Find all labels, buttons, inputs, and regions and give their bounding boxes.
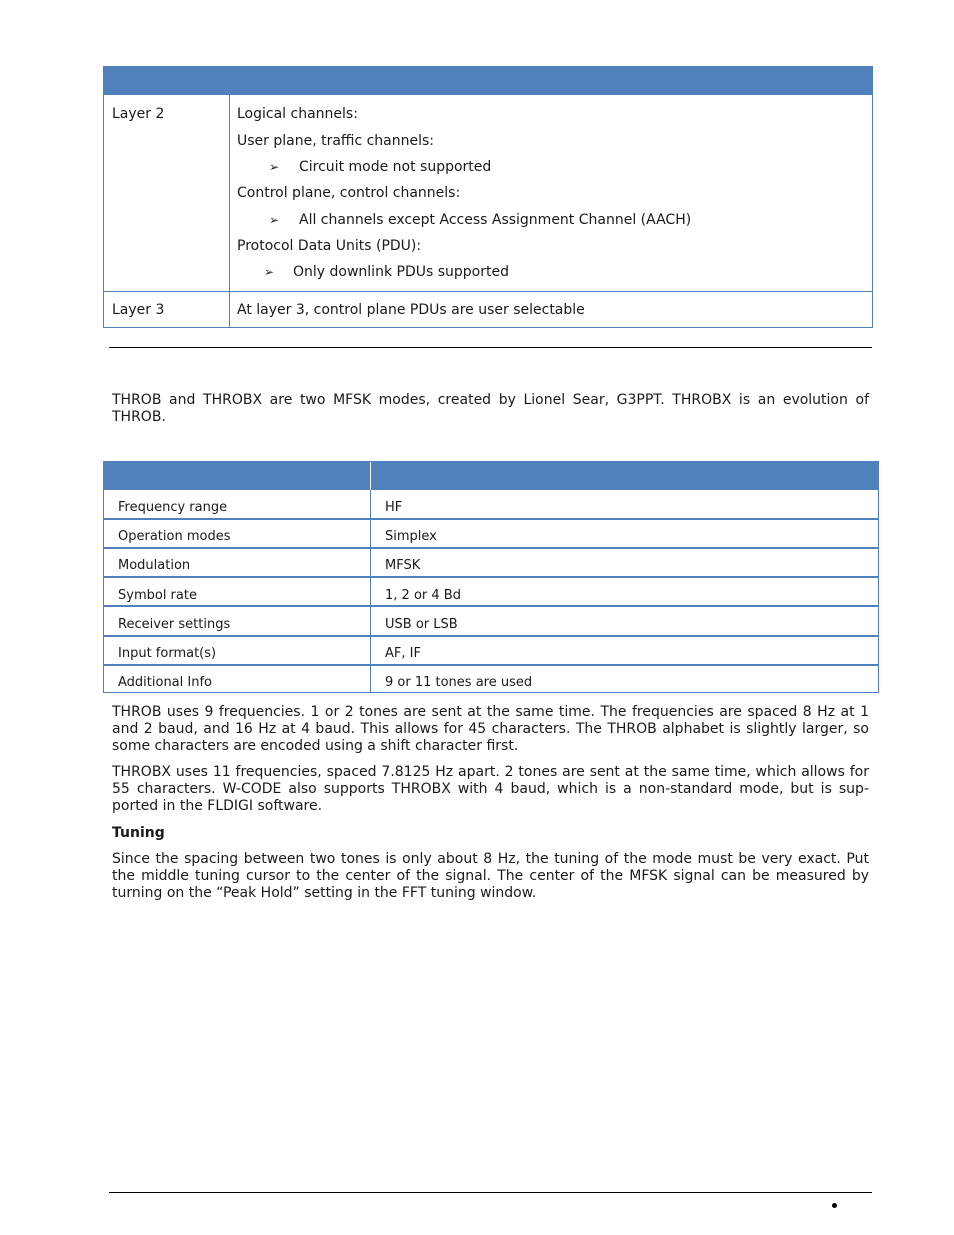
spec-value: HF	[385, 500, 403, 515]
spec-value: AF, IF	[385, 646, 421, 661]
intro-paragraph: THROB and THROBX are two MFSK modes, created by Lionel Sear, G3PPT. THROBX is an evolution of THROB.	[112, 392, 869, 425]
layer-3-text: At layer 3, control plane PDUs are user selectable	[237, 302, 585, 318]
arrow-bullet-icon: ➢	[269, 213, 280, 227]
spec-param: Receiver settings	[118, 617, 231, 632]
layer-3-label: Layer 3	[112, 302, 165, 318]
layer-2-line: Control plane, control channels:	[237, 185, 461, 201]
layer-2-bullet-item: Circuit mode not supported	[299, 159, 492, 175]
spec-table-row-divider	[104, 605, 878, 607]
spec-param: Input format(s)	[118, 646, 217, 661]
spec-table-header	[104, 462, 878, 490]
spec-table-row-divider	[104, 664, 878, 666]
layer-table-column-divider	[229, 95, 230, 327]
spec-value: 1, 2 or 4 Bd	[385, 588, 461, 603]
spec-table	[103, 461, 879, 693]
tuning-heading: Tuning	[112, 825, 165, 841]
spec-value: 9 or 11 tones are used	[385, 675, 533, 690]
spec-table-row-divider	[104, 635, 878, 637]
spec-param: Frequency range	[118, 500, 228, 515]
spec-param: Modulation	[118, 558, 191, 573]
spec-param: Operation modes	[118, 529, 231, 544]
spec-table-row-divider	[104, 518, 878, 520]
layer-2-label: Layer 2	[112, 106, 165, 122]
spec-param: Symbol rate	[118, 588, 197, 603]
layer-2-line: User plane, traffic channels:	[237, 133, 435, 149]
spec-table-row-divider	[104, 547, 878, 549]
arrow-bullet-icon: ➢	[264, 265, 275, 279]
section-rule	[109, 347, 872, 348]
footer-bullet-icon	[832, 1203, 837, 1208]
layer-2-line: Logical channels:	[237, 106, 358, 122]
spec-table-header-divider	[370, 462, 371, 490]
throbx-paragraph: THROBX uses 11 frequencies, spaced 7.8125 Hz apart. 2 tones are sent at the same time, which allows for 55 characters. W-CODE also supports THROBX with 4 baud, which is a non-standard mode, but is sup-ported in the FLDIGI software.	[112, 764, 869, 814]
footer-rule	[109, 1192, 872, 1193]
spec-table-row-divider	[104, 576, 878, 578]
layer-2-bullet-item: Only downlink PDUs supported	[293, 264, 509, 280]
tuning-paragraph: Since the spacing between two tones is only about 8 Hz, the tuning of the mode must be very exact. Put the middle tuning cursor to the center of the signal. The center of the MFSK signal can be measured by turning on the “Peak Hold” setting in the FFT tuning window.	[112, 851, 869, 901]
layer-table-header	[104, 67, 872, 95]
layer-table	[103, 66, 873, 328]
throb-paragraph: THROB uses 9 frequencies. 1 or 2 tones are sent at the same time. The frequencies are spaced 8 Hz at 1 and 2 baud, and 16 Hz at 4 baud. This allows for 45 characters. The THROB alphabet is slightly larger, so some characters are encoded using a shift character first.	[112, 704, 869, 754]
spec-param: Additional Info	[118, 675, 212, 690]
spec-table-column-divider	[370, 490, 371, 692]
arrow-bullet-icon: ➢	[269, 160, 280, 174]
layer-2-line: Protocol Data Units (PDU):	[237, 238, 422, 254]
layer-table-row-divider	[104, 291, 872, 292]
spec-value: Simplex	[385, 529, 437, 544]
layer-2-bullet-item: All channels except Access Assignment Channel (AACH)	[299, 212, 692, 228]
spec-value: USB or LSB	[385, 617, 458, 632]
spec-value: MFSK	[385, 558, 421, 573]
